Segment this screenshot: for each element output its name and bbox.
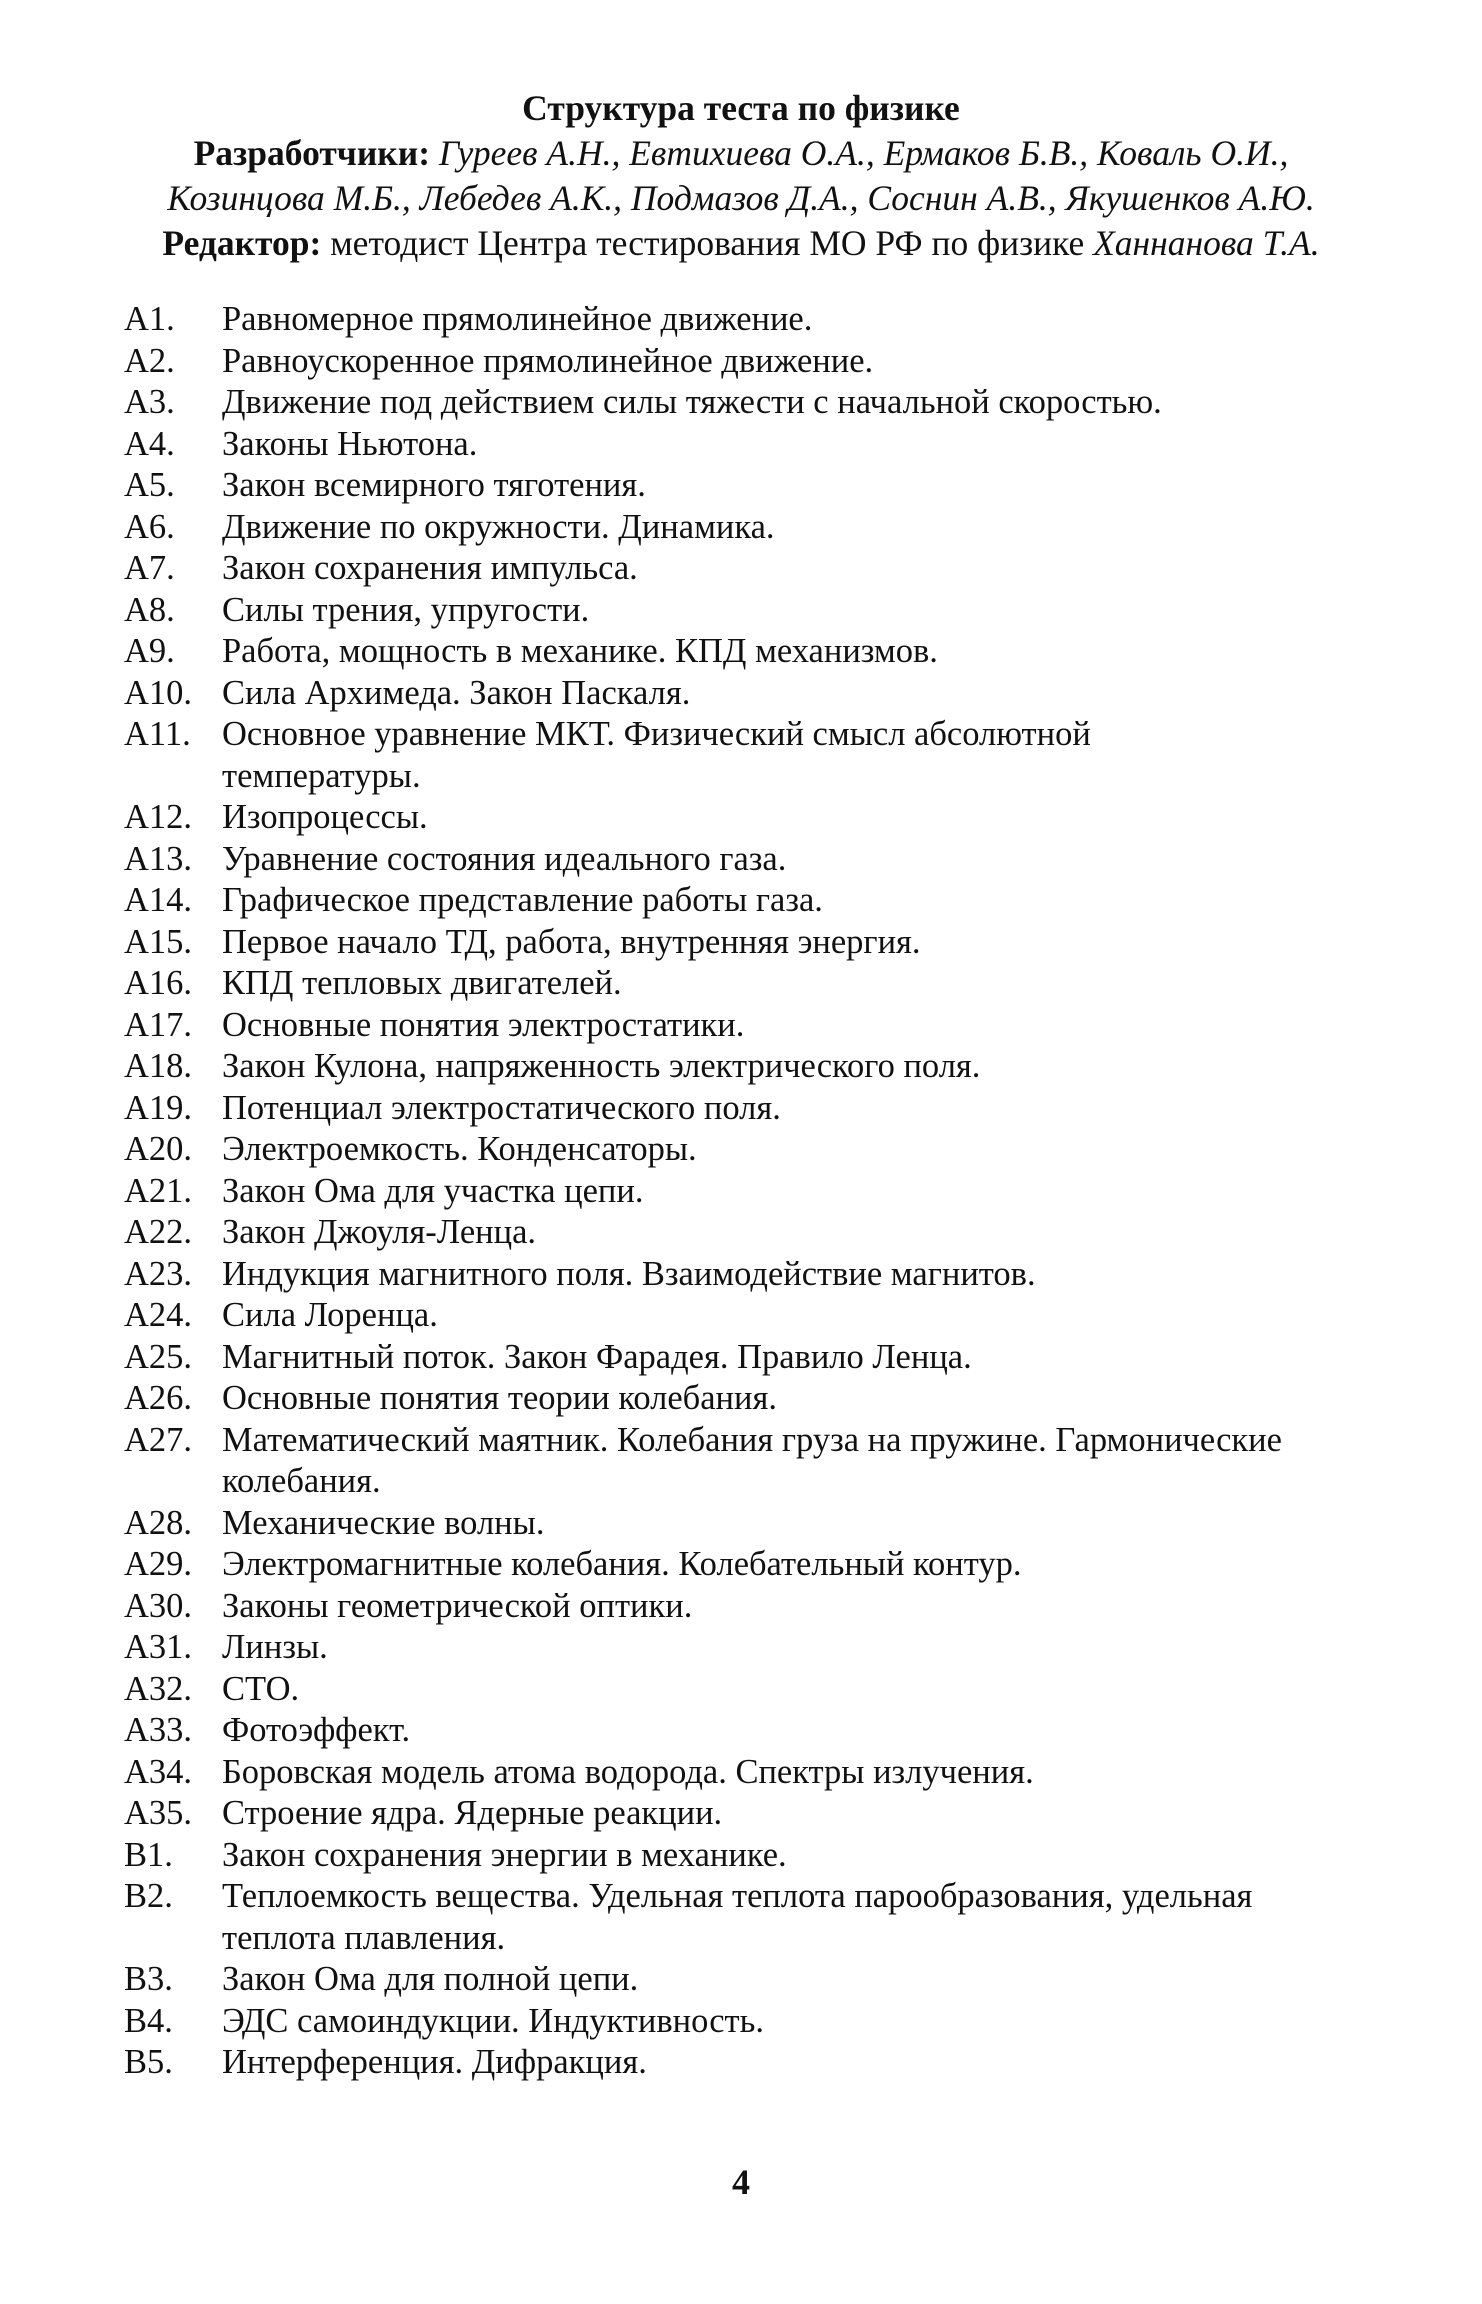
page-number: 4 (732, 2162, 750, 2202)
list-item (124, 1627, 1374, 1669)
item-text (222, 1752, 1374, 1794)
item-code: А14. (124, 881, 193, 919)
item-text (222, 963, 1374, 1005)
item-code: В2. (124, 1877, 173, 1915)
item-text-line: Математический маятник. Колебания груза на пружине. Гармонические (222, 1420, 1282, 1459)
item-code: А6. (124, 507, 175, 546)
list-item (124, 382, 1374, 424)
list-item (124, 299, 1374, 341)
item-code: А10. (124, 673, 193, 712)
list-item (124, 1835, 1374, 1877)
item-text (222, 2042, 1374, 2084)
item-text-line: Интерференция. Дифракция. (222, 2043, 647, 2081)
item-text (222, 382, 1374, 424)
item-code: В5. (124, 2043, 173, 2081)
item-text-line: Боровская модель атома водорода. Спектры излучения. (222, 1752, 1034, 1791)
item-text-line: Линзы. (222, 1628, 328, 1666)
item-code: А16. (124, 964, 193, 1002)
item-text (222, 1129, 1374, 1171)
developers-line-1 (0, 131, 1482, 176)
item-text-line: температуры. (222, 756, 421, 795)
item-code: А7. (124, 549, 175, 587)
list-item (124, 1710, 1374, 1752)
item-code: А8. (124, 590, 175, 629)
item-text-line: Равномерное прямолинейное движение. (222, 300, 813, 338)
item-text-line: ЭДС самоиндукции. Индуктивность. (222, 2001, 764, 2040)
item-text (222, 1503, 1374, 1545)
item-text (222, 1710, 1374, 1752)
item-code: А35. (124, 1794, 193, 1832)
list-item (124, 1876, 1374, 1959)
list-item (124, 839, 1374, 881)
item-code: А2. (124, 341, 175, 380)
item-text (222, 1046, 1374, 1088)
list-item (124, 1752, 1374, 1794)
item-code: А25. (124, 1337, 193, 1376)
topic-list (124, 299, 1374, 2084)
item-text-line: Уравнение состояния идеального газа. (222, 839, 787, 878)
list-item (124, 424, 1374, 466)
item-text-line: Магнитный поток. Закон Фарадея. Правило Ленца. (222, 1337, 972, 1376)
list-item (124, 1046, 1374, 1088)
item-text-line: Потенциал электростатического поля. (222, 1088, 781, 1127)
list-item (124, 631, 1374, 673)
item-text-line: Основное уравнение МКТ. Физический смысл абсолютной (222, 715, 1091, 753)
item-code: А21. (124, 1171, 193, 1210)
item-code: А22. (124, 1213, 193, 1251)
item-code: А11. (124, 715, 191, 753)
item-text-line: Фотоэффект. (222, 1711, 411, 1749)
item-text (222, 1295, 1374, 1337)
item-text-line: Сила Лоренца. (222, 1296, 438, 1334)
list-item (124, 1544, 1374, 1586)
list-item (124, 1669, 1374, 1711)
item-text-line: колебания. (222, 1462, 381, 1500)
item-code: А5. (124, 466, 175, 504)
item-text-line: Механические волны. (222, 1503, 545, 1542)
item-text-line: Электромагнитные колебания. Колебательный контур. (222, 1545, 1022, 1583)
list-item (124, 1959, 1374, 2001)
list-item (124, 1129, 1374, 1171)
item-text-line: Основные понятия электростатики. (222, 1005, 745, 1044)
item-text-line: Закон Кулона, напряженность электрического поля. (222, 1047, 981, 1085)
item-code: А19. (124, 1088, 193, 1127)
list-item (124, 507, 1374, 549)
editor-text: методист Центра тестирования МО РФ по физике (330, 223, 1085, 263)
page-title: Структура теста по физике (522, 88, 960, 128)
item-text-line: Законы Ньютона. (222, 424, 478, 463)
item-text-line: Закон Ома для полной цепи. (222, 1960, 639, 1998)
list-item (124, 1503, 1374, 1545)
item-text-line: Закон Ома для участка цепи. (222, 1171, 644, 1210)
list-item (124, 1586, 1374, 1628)
item-code: А3. (124, 383, 175, 421)
list-item (124, 880, 1374, 922)
item-text (222, 922, 1374, 964)
list-item (124, 1420, 1374, 1503)
item-text (222, 880, 1374, 922)
list-item (124, 2001, 1374, 2043)
editor-line (0, 221, 1482, 266)
item-code: А24. (124, 1296, 193, 1334)
item-text (222, 1793, 1374, 1835)
item-text (222, 714, 1374, 797)
item-text-line: Силы трения, упругости. (222, 590, 590, 629)
list-item (124, 341, 1374, 383)
list-item (124, 1212, 1374, 1254)
item-text (222, 1627, 1374, 1669)
list-item (124, 2042, 1374, 2084)
item-text (222, 1959, 1374, 2001)
item-code: А9. (124, 632, 175, 670)
item-code: А32. (124, 1669, 193, 1708)
list-item (124, 797, 1374, 839)
item-text-line: Строение ядра. Ядерные реакции. (222, 1794, 723, 1832)
item-text (222, 341, 1374, 383)
item-code: А1. (124, 300, 175, 338)
item-text (222, 2001, 1374, 2043)
developers-label: Разработчики: (193, 133, 431, 173)
item-code: В1. (124, 1835, 173, 1874)
developers-names-2: Козинцова М.Б., Лебедев А.К., Подмазов Д.А., Соснин А.В., Якушенков А.Ю. (167, 178, 1315, 218)
item-text-line: СТО. (222, 1669, 300, 1708)
item-text-line: Теплоемкость вещества. Удельная теплота парообразования, удельная (222, 1877, 1253, 1915)
item-code: А12. (124, 798, 193, 836)
item-text-line: Графическое представление работы газа. (222, 881, 823, 919)
item-text-line: Закон сохранения энергии в механике. (222, 1835, 787, 1874)
item-text (222, 548, 1374, 590)
list-item (124, 1254, 1374, 1296)
item-text (222, 1378, 1374, 1420)
item-code: А13. (124, 839, 193, 878)
item-code: А20. (124, 1130, 193, 1168)
list-item (124, 1005, 1374, 1047)
item-code: А26. (124, 1379, 193, 1417)
list-item (124, 590, 1374, 632)
item-text (222, 839, 1374, 881)
list-item (124, 922, 1374, 964)
item-code: В3. (124, 1960, 173, 1998)
list-item (124, 1793, 1374, 1835)
item-code: А31. (124, 1628, 193, 1666)
item-text (222, 1876, 1374, 1959)
editor-label: Редактор: (162, 223, 322, 263)
item-text-line: Закон Джоуля-Ленца. (222, 1213, 537, 1251)
item-code: А28. (124, 1503, 193, 1542)
item-text-line: КПД тепловых двигателей. (222, 964, 622, 1002)
item-text (222, 1669, 1374, 1711)
item-text-line: Изопроцессы. (222, 798, 428, 836)
item-code: А15. (124, 922, 193, 961)
list-item (124, 1295, 1374, 1337)
item-code: А30. (124, 1586, 193, 1625)
item-code: В4. (124, 2001, 173, 2040)
item-text-line: Сила Архимеда. Закон Паскаля. (222, 673, 691, 712)
item-text-line: Электроемкость. Конденсаторы. (222, 1130, 697, 1168)
item-text (222, 1171, 1374, 1213)
item-text-line: Закон всемирного тяготения. (222, 466, 646, 504)
item-text (222, 1088, 1374, 1130)
list-item (124, 1378, 1374, 1420)
item-code: А23. (124, 1254, 193, 1293)
item-text-line: Движение под действием силы тяжести с начальной скоростью. (222, 383, 1162, 421)
editor-name: Ханнанова Т.А. (1093, 223, 1320, 263)
item-text-line: Движение по окружности. Динамика. (222, 507, 775, 546)
list-item (124, 465, 1374, 507)
list-item (124, 963, 1374, 1005)
item-text-line: Работа, мощность в механике. КПД механизмов. (222, 632, 938, 670)
item-text (222, 424, 1374, 466)
item-text (222, 1586, 1374, 1628)
item-code: А34. (124, 1752, 193, 1791)
item-text-line: Равноускоренное прямолинейное движение. (222, 341, 874, 380)
item-code: А27. (124, 1420, 193, 1459)
item-text (222, 1254, 1374, 1296)
list-item (124, 1088, 1374, 1130)
item-text-line: теплота плавления. (222, 1918, 506, 1957)
item-text (222, 673, 1374, 715)
item-text (222, 465, 1374, 507)
list-item (124, 1337, 1374, 1379)
list-item (124, 1171, 1374, 1213)
item-text (222, 590, 1374, 632)
item-code: А18. (124, 1047, 193, 1085)
item-text (222, 631, 1374, 673)
item-code: А29. (124, 1545, 193, 1583)
item-text (222, 1212, 1374, 1254)
item-text-line: Индукция магнитного поля. Взаимодействие магнитов. (222, 1254, 1036, 1293)
list-item (124, 673, 1374, 715)
item-text-line: Основные понятия теории колебания. (222, 1379, 777, 1417)
document-header (0, 86, 1482, 266)
item-text (222, 1420, 1374, 1503)
item-text-line: Закон сохранения импульса. (222, 549, 638, 587)
item-code: А4. (124, 424, 175, 463)
developers-names-1: Гуреев А.Н., Евтихиева О.А., Ермаков Б.В., Коваль О.И., (438, 133, 1289, 173)
item-text (222, 1005, 1374, 1047)
item-text (222, 1337, 1374, 1379)
list-item (124, 714, 1374, 797)
item-text (222, 1835, 1374, 1877)
item-code: А33. (124, 1711, 193, 1749)
item-text (222, 1544, 1374, 1586)
list-item (124, 548, 1374, 590)
item-text-line: Законы геометрической оптики. (222, 1586, 693, 1625)
item-text-line: Первое начало ТД, работа, внутренняя энергия. (222, 922, 921, 961)
item-text (222, 797, 1374, 839)
item-text (222, 299, 1374, 341)
item-code: А17. (124, 1005, 193, 1044)
item-text (222, 507, 1374, 549)
